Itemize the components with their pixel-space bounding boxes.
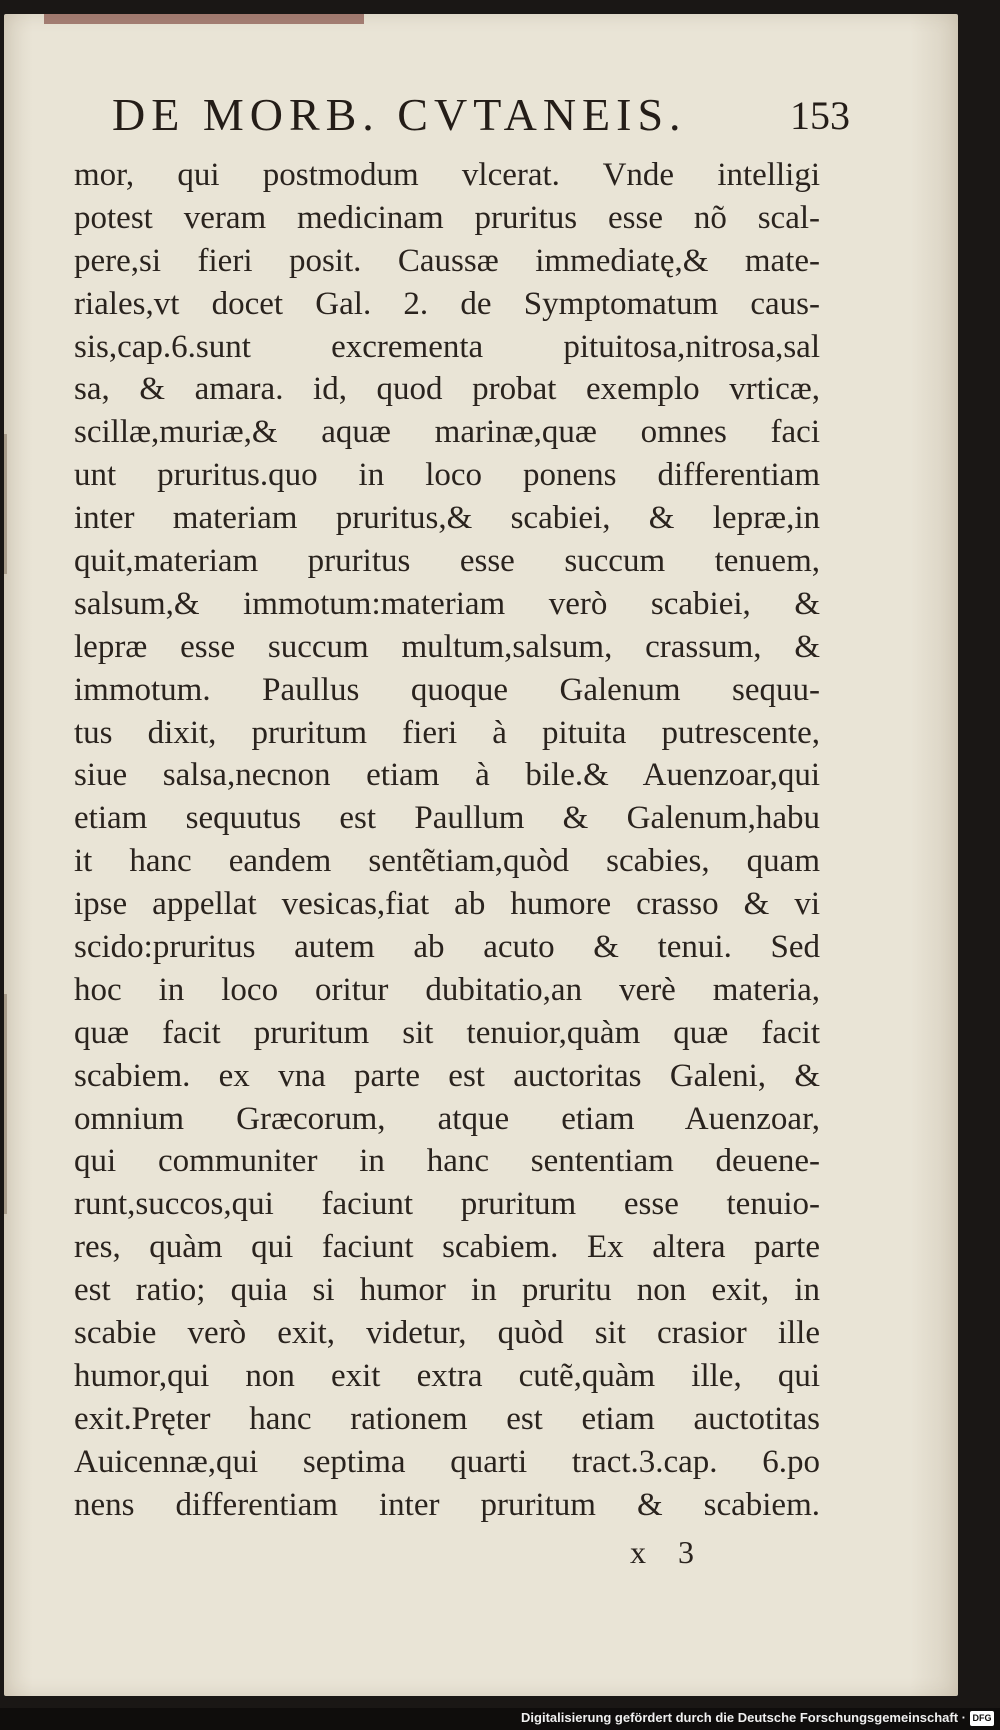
text-line: nens differentiam inter pruritum & scabiem. bbox=[74, 1486, 820, 1523]
text-line: sis,cap.6.sunt excrementa pituitosa,nitrosa,sal bbox=[74, 328, 820, 365]
text-line: scabiem. ex vna parte est auctoritas Galeni, & bbox=[74, 1057, 820, 1094]
text-line: siue salsa,necnon etiam à bile.& Auenzoar,qui bbox=[74, 757, 820, 794]
page-number: 153 bbox=[790, 93, 850, 138]
page-edge-shadow bbox=[4, 994, 7, 1214]
body-text bbox=[74, 154, 820, 1534]
text-line: sa, & amara. id, quod probat exemplo vrticæ, bbox=[74, 371, 820, 408]
digitization-credit-bar bbox=[0, 1708, 1000, 1730]
text-line: unt pruritus.quo in loco ponens differentiam bbox=[74, 457, 820, 494]
text-line: quit,materiam pruritus esse succum tenuem, bbox=[74, 543, 820, 580]
text-line: exit.Pręter hanc rationem est etiam auctotitas bbox=[74, 1400, 820, 1437]
text-line: humor,qui non exit extra cutẽ,quàm ille, qui bbox=[74, 1357, 820, 1394]
text-line: tus dixit, pruritum fieri à pituita putrescente, bbox=[74, 714, 820, 751]
text-line: immotum. Paullus quoque Galenum sequu- bbox=[74, 671, 820, 708]
text-line: hoc in loco oritur dubitatio,an verè materia, bbox=[74, 971, 820, 1008]
text-line: mor, qui postmodum vlcerat. Vnde intelligi bbox=[74, 157, 820, 193]
text-line: qui communiter in hanc sententiam deuene- bbox=[74, 1143, 820, 1180]
running-head bbox=[112, 88, 850, 148]
text-line: omnium Græcorum, atque etiam Auenzoar, bbox=[74, 1100, 820, 1137]
text-line: ipse appellat vesicas,fiat ab humore crasso & vi bbox=[74, 886, 820, 923]
text-line: quæ facit pruritum sit tenuior,quàm quæ facit bbox=[74, 1014, 820, 1051]
dfg-logo-icon: DFG bbox=[970, 1711, 994, 1726]
text-line: riales,vt docet Gal. 2. de Symptomatum caus- bbox=[74, 285, 820, 322]
text-line: res, quàm qui faciunt scabiem. Ex altera parte bbox=[74, 1229, 820, 1266]
page-top-stain bbox=[44, 14, 364, 24]
signature-mark: x 3 bbox=[630, 1534, 694, 1570]
credit-text: Digitalisierung gefördert durch die Deutsche Forschungsgemeinschaft · bbox=[521, 1710, 966, 1725]
text-line: it hanc eandem sentẽtiam,quòd scabies, quam bbox=[74, 843, 820, 880]
text-line: inter materiam pruritus,& scabiei, & lepræ,in bbox=[74, 500, 820, 537]
text-line: scido:pruritus autem ab acuto & tenui. Sed bbox=[74, 929, 820, 966]
text-line: scillæ,muriæ,& aquæ marinæ,quæ omnes faci bbox=[74, 414, 820, 451]
text-line: lepræ esse succum multum,salsum, crassum, & bbox=[74, 628, 820, 665]
text-line: pere,si fieri posit. Caussæ immediatę,& mate- bbox=[74, 242, 820, 279]
text-line: etiam sequutus est Paullum & Galenum,habu bbox=[74, 800, 820, 837]
book-page bbox=[4, 14, 958, 1696]
text-line: Auicennæ,qui septima quarti tract.3.cap. 6.po bbox=[74, 1443, 820, 1480]
text-line: scabie verò exit, videtur, quòd sit crasior ille bbox=[74, 1315, 820, 1352]
text-line: est ratio; quia si humor in pruritu non exit, in bbox=[74, 1272, 820, 1309]
text-line: salsum,& immotum:materiam verò scabiei, & bbox=[74, 585, 820, 622]
text-line: potest veram medicinam pruritus esse nõ scal- bbox=[74, 199, 820, 236]
page-edge-shadow bbox=[4, 434, 7, 574]
text-line: runt,succos,qui faciunt pruritum esse tenuio- bbox=[74, 1186, 820, 1223]
running-head-title: DE MORB. CVTANEIS. bbox=[112, 89, 687, 140]
